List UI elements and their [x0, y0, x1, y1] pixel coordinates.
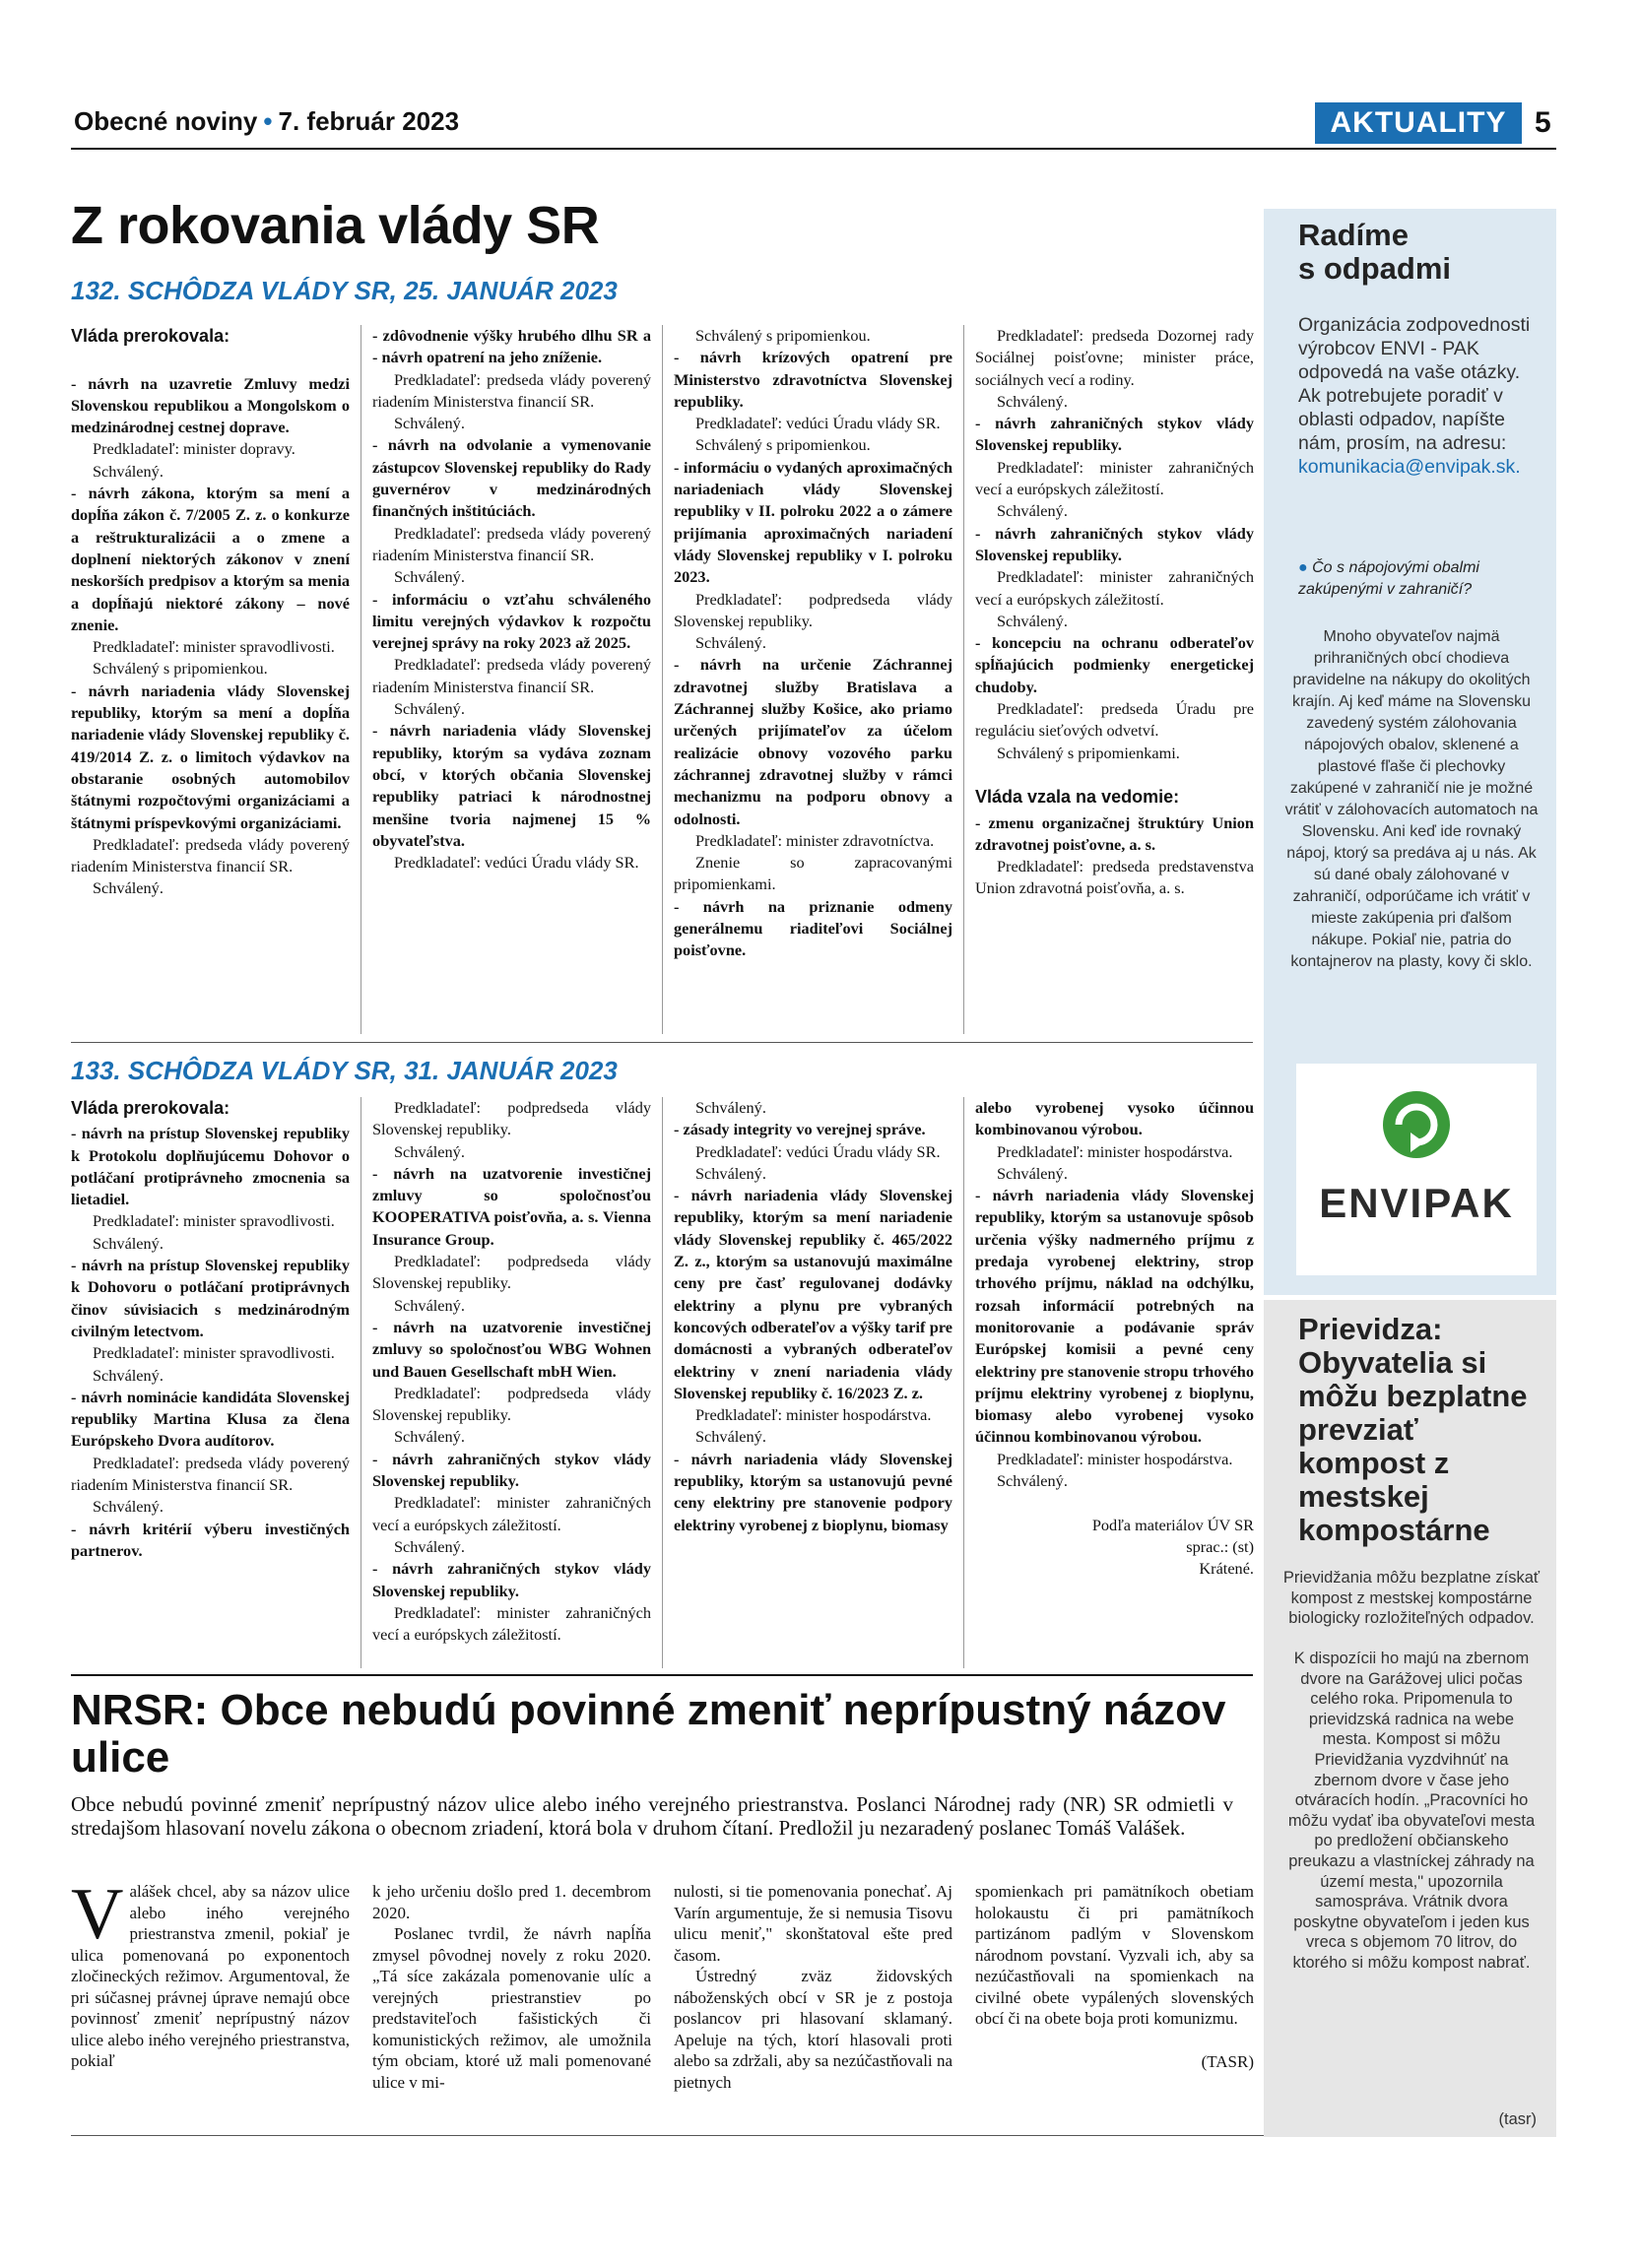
submitter: Predkladateľ: minister zahraničných vecí a európskych záležitostí. — [975, 567, 1254, 609]
agenda-item: - návrh kritérií výberu investičných partnerov. — [71, 1519, 350, 1560]
issue-date: 7. február 2023 — [278, 106, 460, 136]
publication-name: Obecné noviny — [74, 106, 258, 136]
status: Schválený. — [394, 567, 465, 587]
agenda-item: - návrh nariadenia vlády Slovenskej republiky, ktorým sa ustanovuje spôsob určenia výšky nadmerného príjmu z predaja vyrobenej elektriny, strop trhového príjmu, náklad na odchýlku, rozsah informácií potrebných na monitorovanie a podávanie správ Európskej komisii a pevné ceny elektriny pre stanovenie stropu trhového príjmu elektriny vyrobenej z bioplynu, biomasy alebo vyrobenej vysoko účinnou kombinovanou výrobou. — [975, 1186, 1254, 1447]
submitter: Predkladateľ: predseda vlády poverený riadením Ministerstva financií SR. — [372, 369, 651, 411]
sidebar-intro — [1298, 313, 1544, 479]
submitter: Predkladateľ: minister spravodlivosti. — [93, 1343, 335, 1363]
status: Schválený s pripomienkou. — [695, 326, 871, 345]
session1-column-2 — [372, 325, 651, 874]
session2-column-3 — [674, 1097, 952, 1536]
status: Schválený. — [93, 878, 164, 898]
status: Schválený. — [93, 1365, 164, 1385]
agenda-item: - návrh na uzavretie Zmluvy medzi Slovenskou republikou a Mongolskom o medzinárodnej cestnej doprave. — [71, 373, 350, 437]
status: Schválený s pripomienkami. — [997, 743, 1180, 762]
status: Schválený. — [695, 633, 766, 653]
submitter: Predkladateľ: predseda Dozornej rady Sociálnej poisťovne; minister práce, sociálnych vecí a rodiny. — [975, 326, 1254, 389]
source-note: sprac.: (st) — [1186, 1536, 1254, 1556]
email-link[interactable]: komunikacia@envipak.sk. — [1298, 456, 1521, 478]
sidebar-title-line: Radíme — [1298, 218, 1409, 252]
question-text: Čo s nápojovými obalmi zakúpenými v zahraničí? — [1298, 559, 1479, 598]
agenda-item: - návrh na uzatvorenie investičnej zmluvy so spoločnosťou WBG Wohnen und Bauen Gesellschaft mbH Wien. — [372, 1317, 651, 1381]
envipak-logo — [1296, 1064, 1537, 1275]
submitter: Predkladateľ: vedúci Úradu vlády SR. — [695, 414, 941, 433]
session2-column-4 — [975, 1097, 1254, 1581]
agenda-item: - návrh nariadenia vlády Slovenskej republiky, ktorým sa mení nariadenie vlády Slovenskej republiky č. 465/2022 Z. z., ktorým sa ustanovujú maximálne ceny pre časť regulovanej dodávky elektriny a plynu pre vybraných koncových odberateľov a výšky tarif pre domácnosti a vybraných odberateľov elektriny v znení nariadenia vlády Slovenskej republiky č. 16/2023 Z. z. — [674, 1186, 952, 1402]
nrsr-article-title: NRSR: Obce nebudú povinné zmeniť neprípustný názov ulice — [71, 1686, 1226, 1782]
agenda-item: - návrh nominácie kandidáta Slovenskej republiky Martina Klusa za člena Európskeho Dvora audítorov. — [71, 1387, 350, 1451]
submitter: Predkladateľ: minister hospodárstva. — [997, 1449, 1233, 1468]
sidebar-title — [1298, 219, 1451, 286]
status: Schválený. — [997, 391, 1068, 411]
agenda-item: - návrh nariadenia vlády Slovenskej republiky, ktorým sa mení a dopĺňa nariadenie vlády Slovenskej republiky č. 419/2014 Z. z. o limitoch výdavkov na obstaranie osobných automobilov štátnymi rozpočtovými organizáciami a štátnymi príspevkovými organizáciami. — [71, 680, 350, 832]
submitter: Predkladateľ: minister zahraničných vecí a európskych záležitostí. — [372, 1493, 651, 1534]
agenda-item: - informáciu o vydaných aproximačných nariadeniach vlády Slovenskej republiky v II. polroku 2022 a o zámere prijímania aproximačných nariadení vlády Slovenskej republiky v I. polroku 2023. — [674, 457, 952, 587]
submitter: Predkladateľ: podpredseda vlády Slovenskej republiky. — [674, 589, 952, 630]
sidebar2-text: K dispozícii ho majú na zbernom dvore na Garážovej ulici počas celého roka. Pripomenula to prievidzská radnica na webe mesta. Kompost si môžu Prievidžania vyzdvihnúť na zbernom dvore v čase jeho otváracích hodín. „Pracovníci ho môžu vydať iba obyvateľovi mesta po predložení občianskeho preukazu a vlastníckej záhrady na území mesta," upozornila samospráva. Vrátnik dvora poskytne obyvateľom i jeden kus vreca s objemom 70 litrov, do ktorého si môžu kompost nabrať. — [1287, 1650, 1536, 1972]
status: Schválený. — [394, 1141, 465, 1161]
bullet-icon: ● — [1298, 559, 1308, 576]
submitter: Predkladateľ: minister spravodlivosti. — [93, 1211, 335, 1231]
source-note: Podľa materiálov ÚV SR — [1091, 1515, 1254, 1534]
agenda-item: - zásady integrity vo verejnej správe. — [674, 1120, 926, 1139]
source-note: Krátené. — [1199, 1559, 1254, 1579]
submitter: Predkladateľ: podpredseda vlády Slovenskej republiky. — [372, 1383, 651, 1425]
agenda-item: - návrh krízových opatrení pre Ministerstvo zdravotníctva Slovenskej republiky. — [674, 348, 952, 411]
agenda-item: - koncepciu na ochranu odberateľov spĺňajúcich podmienky energetickej chudoby. — [975, 633, 1254, 696]
status: Schválený. — [394, 1427, 465, 1447]
nrsr-column-4 — [975, 1881, 1254, 2072]
sidebar-question — [1298, 557, 1544, 601]
status: Schválený. — [93, 1233, 164, 1253]
section-label: AKTUALITY — [1315, 102, 1522, 144]
agenda-item: - návrh na odvolanie a vymenovanie zástupcov Slovenskej republiky do Rady guvernérov v medzinárodných finančných inštitúciách. — [372, 435, 651, 521]
submitter: Predkladateľ: minister zahraničných vecí a európskych záležitostí. — [975, 457, 1254, 499]
body-text: Poslanec tvrdil, že návrh napĺňa zmysel pôvodnej novely z roku 2020. „Tá síce zakázala pomenovanie ulíc a verejných priestranstiev po predstaviteľoch fašistických či komunistických režimov, ale umožnila tým obciam, ktoré už mali pomenované ulice v mi- — [372, 1924, 651, 2092]
body-text: nulosti, si tie pomenovania ponechať. Aj Varín argumentuje, že si nemusia Tisovu ulicu meniť," skonštatoval ešte pred časom. — [674, 1882, 952, 1965]
status: Schválený. — [394, 414, 465, 433]
recycle-icon — [1296, 1064, 1537, 1275]
submitter: Predkladateľ: minister spravodlivosti. — [93, 637, 335, 657]
subheading: Vláda prerokovala: — [71, 326, 230, 346]
body-text: k jeho určeniu došlo pred 1. decembrom 2020. — [372, 1882, 651, 1922]
subheading: Vláda vzala na vedomie: — [975, 787, 1180, 808]
status: Schválený. — [93, 1497, 164, 1517]
status: Schválený s pripomienkou. — [93, 659, 268, 679]
nrsr-lead: Obce nebudú povinné zmeniť neprípustný názov ulice alebo iného verejného priestranstva. Poslanci Národnej rady (NR) SR odmietli v stredajšom hlasovaní novelu zákona o obecnom zriadení, ktorá bola v druhom čítaní. Predložil ju nezaradený poslanec Tomáš Valášek. — [71, 1792, 1233, 1840]
submitter: Predkladateľ: predseda vlády poverený riadením Ministerstva financií SR. — [372, 655, 651, 696]
sidebar-title-line: s odpadmi — [1298, 251, 1452, 286]
session2-column-2 — [372, 1097, 651, 1646]
agenda-item: - návrh na uzatvorenie investičnej zmluvy so spoločnosťou KOOPERATIVA poisťovňa, a. s. Vienna Insurance Group. — [372, 1163, 651, 1249]
submitter: Predkladateľ: predseda vlády poverený riadením Ministerstva financií SR. — [372, 523, 651, 564]
submitter: Predkladateľ: minister hospodárstva. — [997, 1141, 1233, 1161]
agenda-item: - návrh nariadenia vlády Slovenskej republiky, ktorým sa ustanovujú pevné ceny elektriny pre stanovenie podpory elektriny vyrobenej z bioplynu, biomasy — [674, 1449, 952, 1534]
agenda-item: alebo vyrobenej vysoko účinnou kombinovanou výrobou. — [975, 1098, 1254, 1139]
status: Schválený s pripomienkou. — [695, 435, 871, 455]
agenda-item: - návrh zahraničných stykov vlády Slovenskej republiky. — [372, 1559, 651, 1600]
nrsr-column-1 — [71, 1874, 350, 2072]
status: Schválený. — [997, 501, 1068, 521]
status: Schválený. — [997, 1163, 1068, 1183]
status: Schválený. — [695, 1427, 766, 1447]
session1-column-3 — [674, 325, 952, 962]
status: Schválený. — [997, 1471, 1068, 1491]
column-divider — [662, 1097, 663, 1668]
column-divider — [662, 325, 663, 1034]
agenda-item: - návrh zahraničných stykov vlády Slovenskej republiky. — [975, 414, 1254, 455]
submitter: Predkladateľ: predseda vlády poverený riadením Ministerstva financií SR. — [71, 1453, 350, 1495]
column-divider — [963, 325, 964, 1034]
submitter: Predkladateľ: minister zdravotníctva. — [695, 830, 935, 850]
section-divider — [71, 1042, 1253, 1043]
session-heading: 132. SCHÔDZA VLÁDY SR, 25. JANUÁR 2023 — [71, 276, 618, 305]
nrsr-column-2 — [372, 1881, 651, 2093]
status: Schválený. — [394, 699, 465, 719]
status: Schválený. — [93, 461, 164, 481]
status: Schválený. — [695, 1163, 766, 1183]
article-title: Z rokovania vlády SR — [71, 196, 600, 255]
agenda-item: - návrh na prístup Slovenskej republiky k Dohovoru o potláčaní protiprávnych činov súvisiacich s medzinárodným civilným letectvom. — [71, 1256, 350, 1340]
submitter: Predkladateľ: minister zahraničných vecí a európskych záležitostí. — [372, 1602, 651, 1645]
agenda-item: - návrh na určenie Záchrannej zdravotnej služby Bratislava a Záchrannej služby Košice, ako priamo určených prijímateľov za účelom realizácie obnovy vozového parku záchrannej zdravotnej služby v rámci mechanizmu na podporu obnovy a odolnosti. — [674, 655, 952, 828]
session-heading: 133. SCHÔDZA VLÁDY SR, 31. JANUÁR 2023 — [71, 1056, 618, 1085]
agenda-item: - zmenu organizačnej štruktúry Union zdravotnej poisťovne, a. s. — [975, 812, 1254, 854]
submitter: Predkladateľ: predseda predstavenstva Union zdravotná poisťovňa, a. s. — [975, 857, 1254, 898]
status: Schválený. — [695, 1098, 766, 1117]
body-text: alášek chcel, aby sa názov ulice alebo iného verejného priestranstva zmenil, pokiaľ je ulica pomenovaná po exponentoch zločineckých režimov. Argumentoval, že pri súčasnej právnej úprave nemajú obce povinnosť zmeniť neprípustný názov ulice alebo iného verejného priestranstva, pokiaľ — [71, 1882, 350, 2070]
agenda-item: - zdôvodnenie výšky hrubého dlhu SR a - návrh opatrení na jeho zníženie. — [372, 326, 651, 367]
agenda-item: - návrh na priznanie odmeny generálnemu riaditeľovi Sociálnej poisťovne. — [674, 896, 952, 960]
body-text: Ústredný zväz židovských náboženských obcí v SR je z postoja poslancov pri hlasovaní sklamaný. Apeluje na tých, ktorí hlasovali proti alebo sa zdržali, aby sa nezúčastňovali na pietnych — [674, 1967, 952, 2092]
sidebar2-title: Prievidza: Obyvatelia si môžu bezplatne prevziať kompost z mestskej kompostárne — [1298, 1312, 1528, 1547]
bullet-icon: • — [263, 106, 273, 136]
column-divider — [963, 1097, 964, 1668]
submitter: Predkladateľ: minister hospodárstva. — [695, 1405, 932, 1425]
agenda-item: - návrh zahraničných stykov vlády Slovenskej republiky. — [372, 1449, 651, 1491]
agenda-item: - návrh nariadenia vlády Slovenskej republiky, ktorým sa vydáva zoznam obcí, v ktorých občania Slovenskej republiky patriaci k národnostnej menšine tvoria najmenej 15 % obyvateľstva. — [372, 721, 651, 850]
drop-cap: V — [71, 1874, 124, 1955]
submitter: Predkladateľ: vedúci Úradu vlády SR. — [695, 1141, 941, 1161]
sidebar2-source: (tasr) — [1498, 2110, 1537, 2128]
sidebar-intro-text: Organizácia zodpovednosti výrobcov ENVI - PAK odpovedá na vaše otázky. Ak potrebujete poradiť v oblasti odpadov, napíšte nám, prosím, na adresu: — [1298, 314, 1531, 454]
agenda-item: - návrh zákona, ktorým sa mení a dopĺňa zákon č. 7/2005 Z. z. o konkurze a reštrukturalizácii a o zmene a doplnení niektorých zákonov v znení neskorších predpisov a ktorým sa menia a dopĺňajú niektoré zákony – nové znenie. — [71, 484, 350, 634]
submitter: Predkladateľ: podpredseda vlády Slovenskej republiky. — [372, 1252, 651, 1293]
submitter: Predkladateľ: predseda vlády poverený riadením Ministerstva financií SR. — [71, 834, 350, 876]
session1-column-1 — [71, 325, 350, 900]
subheading: Vláda prerokovala: — [71, 1098, 230, 1118]
submitter: Predkladateľ: vedúci Úradu vlády SR. — [394, 853, 639, 873]
agenda-item: - informáciu o vzťahu schváleného limitu verejných výdavkov k rozpočtu verejnej správy na roky 2023 až 2025. — [372, 589, 651, 653]
logo-wordmark: ENVIPAK — [1319, 1180, 1514, 1226]
submitter: Predkladateľ: minister dopravy. — [93, 439, 295, 459]
status: Schválený. — [394, 1295, 465, 1315]
session2-column-1 — [71, 1097, 350, 1562]
status: Schválený. — [394, 1536, 465, 1556]
status: Schválený. — [997, 611, 1068, 630]
submitter: Predkladateľ: predseda Úradu pre reguláciu sieťových odvetví. — [975, 699, 1254, 741]
sidebar2-lead: Prievidžania môžu bezplatne získať kompost z mestskej kompostárne biologicky rozložiteľných odpadov. — [1282, 1569, 1541, 1628]
page-number: 5 — [1535, 106, 1551, 139]
sidebar-answer: Mnoho obyvateľov najmä prihraničných obcí chodieva pravidelne na nákupy do okolitých krajín. Aj keď máme na Slovensku zavedený systém zálohovania nápojových obalov, sklenené a plastové fľaše či plechovky zakúpené v zahraničí nie je možné vrátiť v zálohovacích automatoch na Slovensku. Ani keď ide rovnaký nápoj, ktorý sa predáva aj u nás. Ak sú dané obaly zálohované v zahraničí, odporúčame ich vrátiť v mieste zakúpenia pri ďalšom nákupe. Pokiaľ nie, patria do kontajnerov na plasty, kovy či sklo. — [1284, 628, 1539, 970]
body-text: spomienkach pri pamätníkoch obetiam holokaustu či pri pamätníkoch partizánom padlým v Slovenskom národnom povstaní. Vyzvali ich, aby sa nezúčastňovali na spomienkach na civilné obete vypálených slovenských obcí či na obete boja proti komunizmu. — [975, 1882, 1254, 2028]
status: Znenie so zapracovanými pripomienkami. — [674, 853, 952, 894]
session1-column-4 — [975, 325, 1254, 900]
agenda-item: - návrh zahraničných stykov vlády Slovenskej republiky. — [975, 523, 1254, 564]
header-rule — [71, 148, 1556, 150]
submitter: Predkladateľ: podpredseda vlády Slovenskej republiky. — [372, 1098, 651, 1139]
article-divider — [71, 1674, 1253, 1676]
nrsr-column-3 — [674, 1881, 952, 2093]
agenda-item: - návrh na prístup Slovenskej republiky k Protokolu doplňujúcemu Dohovor o potláčaní protiprávneho zmocnenia sa lietadiel. — [71, 1124, 350, 1209]
masthead — [74, 106, 459, 137]
source-note: (TASR) — [1201, 2051, 1254, 2071]
